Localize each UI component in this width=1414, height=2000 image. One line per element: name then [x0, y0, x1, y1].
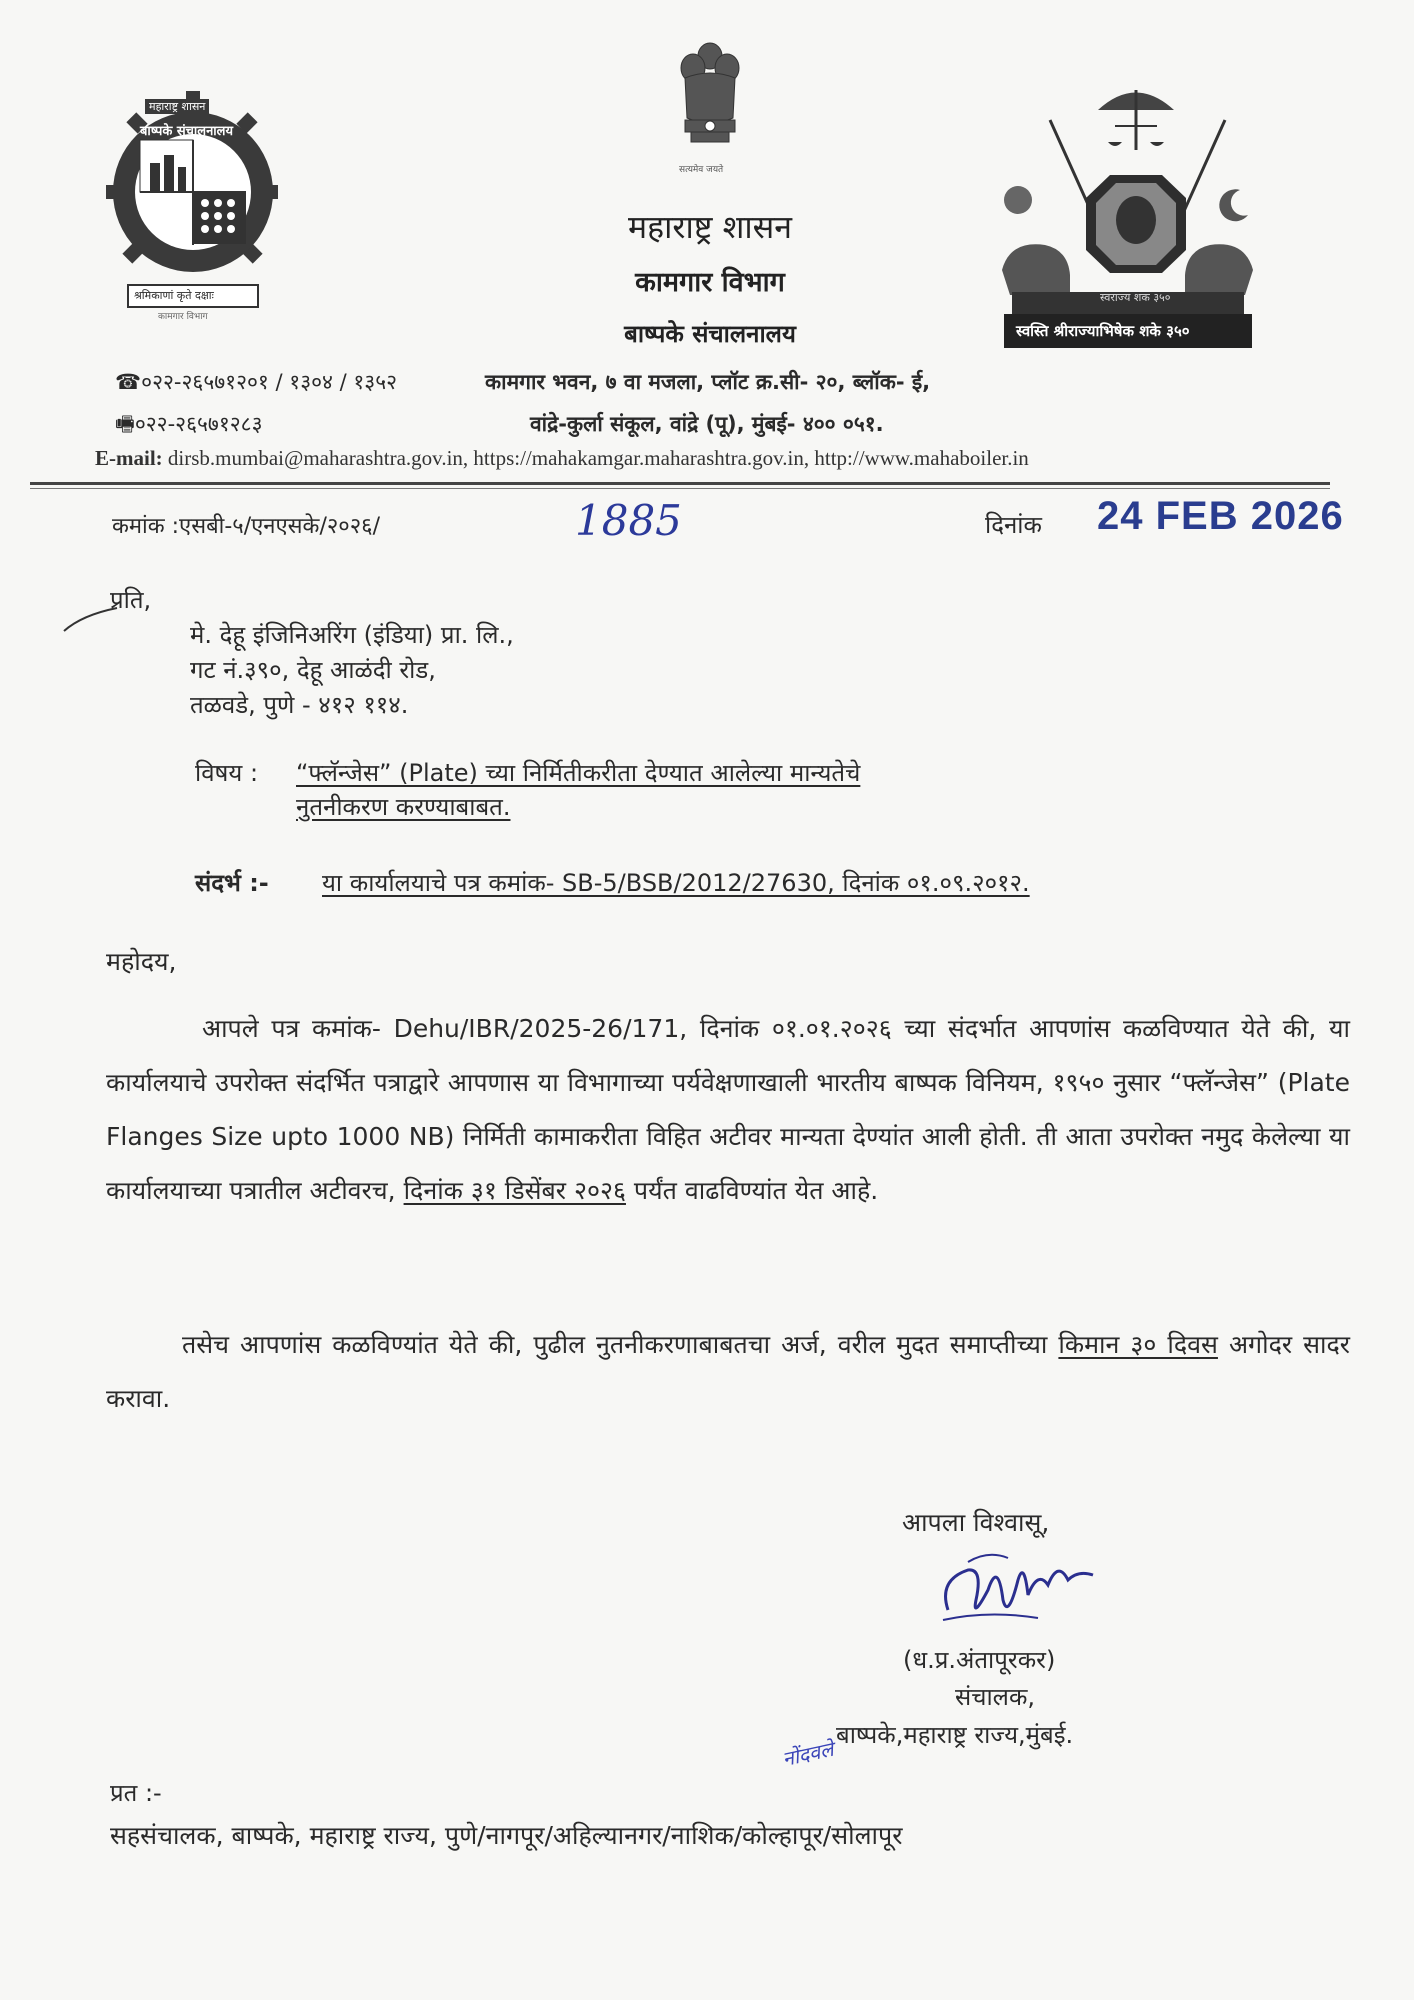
extension-date: दिनांक ३१ डिसेंबर २०२६ [403, 1176, 626, 1205]
contact-line [95, 446, 1029, 471]
govt-name: महाराष्ट्र शासन [627, 208, 793, 246]
contact-links: dirsb.mumbai@maharashtra.gov.in, https://mahakamgar.maharashtra.gov.in, http://www.mahaboiler.in [167, 446, 1029, 470]
boiler-directorate-seal [100, 85, 285, 320]
right-seal-banner-top: स्वराज्य शक ३५० [1100, 291, 1171, 304]
yours-faithfully: आपला विश्वासू, [902, 1508, 1050, 1537]
salutation: महोदय, [106, 947, 177, 976]
email-label: E-mail: [95, 446, 163, 470]
signature [928, 1540, 1108, 1640]
body-paragraph-2 [106, 1318, 1350, 1426]
reference-text: या कार्यालयाचे पत्र कमांक- SB-5/BSB/2012/27630, दिनांक ०१.०९.२०१२. [322, 869, 1030, 897]
left-seal-top-text: महाराष्ट्र शासन [145, 99, 209, 114]
address-line-2: वांद्रे-कुर्ला संकूल, वांद्रे (पू), मुंबई- ४०० ०५१. [530, 412, 884, 436]
emblem-motto: सत्यमेव जयते [679, 165, 724, 175]
office-name: बाष्पके संचालनालय [624, 320, 796, 348]
copy-recipients: सहसंचालक, बाष्पके, महाराष्ट्र राज्य, पुणे/नागपूर/अहिल्यानगर/नाशिक/कोल्हापूर/सोलापूर [110, 1821, 903, 1850]
subject-line-2: नुतनीकरण करण्याबाबत. [296, 793, 511, 821]
initial-note: नोंदवले [780, 1736, 836, 1772]
address-line-1: कामगार भवन, ७ वा मजला, प्लॉट क्र.सी- २०, ब्लॉक- ई, [485, 370, 931, 394]
reference-number-label: कमांक :एसबी-५/एनएसके/२०२६/ [112, 514, 381, 539]
date-label: दिनांक [985, 511, 1042, 539]
right-seal-banner-bottom: स्वस्ति श्रीराज्याभिषेक शके ३५० [1016, 322, 1190, 340]
date-stamp: 24 FEB 2026 [1097, 494, 1344, 538]
reference-label: संदर्भ :- [195, 869, 269, 897]
phone-number: ☎०२२-२६५७१२०१ / १३०४ / १३५२ [115, 370, 398, 394]
left-seal-motto: श्रमिकाणां कृते दक्षाः [134, 289, 214, 302]
signatory-name: (ध.प्र.अंतापूरकर) [903, 1646, 1056, 1674]
department-name: कामगार विभाग [635, 267, 785, 298]
body-paragraph-1-end: पर्यंत वाढविण्यांत येत आहे. [625, 1176, 879, 1205]
recipient-to: प्रति, [110, 586, 152, 614]
recipient-line-2: गट नं.३९०, देहू आळंदी रोड, [190, 656, 436, 684]
copy-label: प्रत :- [110, 1779, 162, 1807]
body-paragraph-2-end: अगोदर सादर करावा. [106, 1330, 1350, 1413]
rajmudra-seal [990, 70, 1265, 360]
left-seal-bottom-text: कामगार विभाग [158, 312, 208, 322]
header-divider [30, 482, 1330, 485]
reference-number-handwritten: 1885 [575, 496, 682, 545]
signatory-designation: संचालक, [955, 1683, 1036, 1711]
recipient-line-3: तळवडे, पुणे - ४१२ ११४. [190, 691, 409, 719]
body-paragraph-1 [106, 1002, 1350, 1218]
body-paragraph-1-text: आपले पत्र कमांक- Dehu/IBR/2025-26/171, दिनांक ०१.०१.२०२६ च्या संदर्भात आपणांस कळविण्यात येते की, या कार्यालयाचे उपरोक्त संदर्भित पत्राद्वारे आपणास या विभागाच्या पर्यवेक्षणाखाली भारतीय बाष्पक विनियम, १९५० नुसार “फ्लॅन्जेस” (Plate Flanges Size upto 1000 NB) निर्मिती कामाकरीता विहित अटीवर मान्यता देण्यांत आली होती. ती आता उपरोक्त नमुद केलेल्या या कार्यालयाच्या पत्रातील अटीवरच, [106, 1014, 1350, 1205]
recipient-line-1: मे. देहू इंजिनिअरिंग (इंडिया) प्रा. लि., [190, 621, 514, 649]
body-paragraph-2-text: तसेच आपणांस कळविण्यांत येते की, पुढील नुतनीकरणाबाबतचा अर्ज, वरील मुदत समाप्तीच्या [182, 1330, 1059, 1359]
fax-number: 🖷०२२-२६५७१२८३ [115, 412, 263, 436]
left-seal-arc-text: बाष्पके संचालनालय [140, 124, 234, 139]
signatory-office: बाष्पके,महाराष्ट्र राज्य,मुंबई. [836, 1721, 1074, 1749]
minimum-days: किमान ३० दिवस [1058, 1330, 1218, 1359]
state-emblem [675, 38, 745, 178]
subject-line-1: “फ्लॅन्जेस” (Plate) च्या निर्मितीकरीता देण्यात आलेल्या मान्यतेचे [296, 759, 861, 787]
subject-label: विषय : [195, 759, 259, 787]
header-divider-thin [30, 488, 1330, 489]
